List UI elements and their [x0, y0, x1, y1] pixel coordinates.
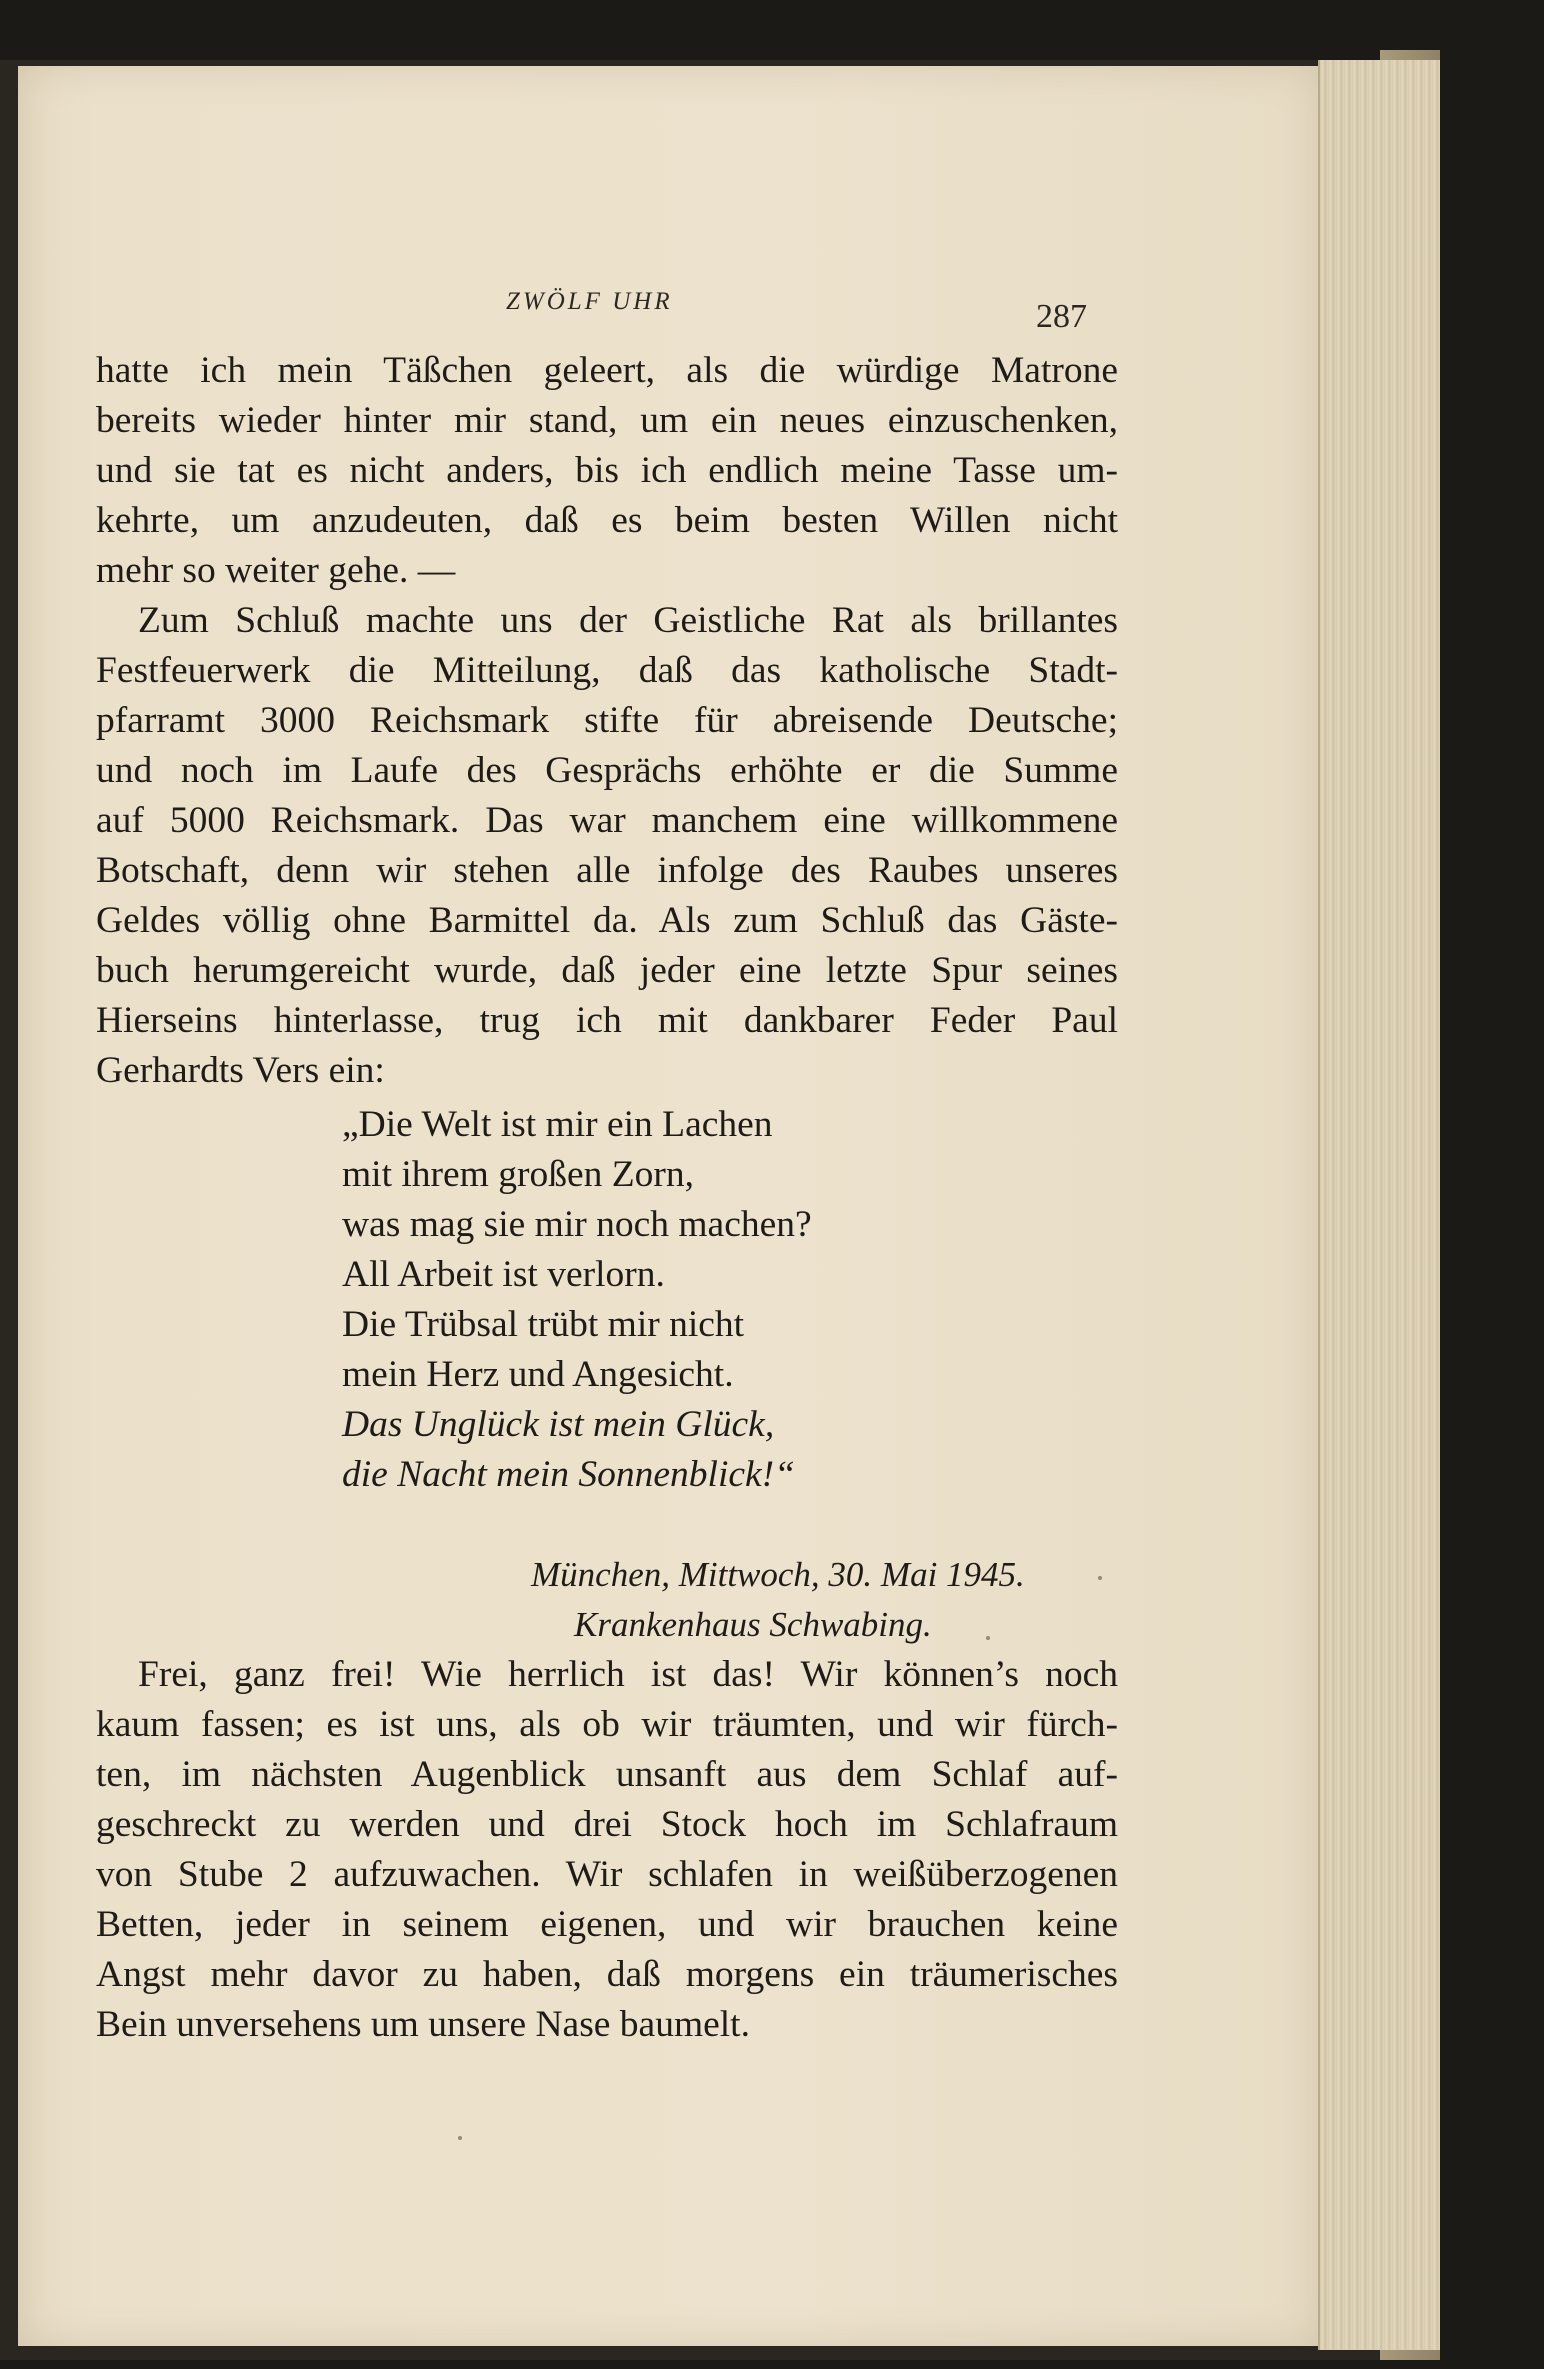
- paper-speck: [458, 2136, 462, 2140]
- text-line: kaum fassen; es ist uns, als ob wir träumten, und wir fürch-: [96, 1704, 1118, 1745]
- text-line: pfarramt 3000 Reichsmark stifte für abreisende Deutsche;: [96, 700, 1118, 741]
- text-line: Gerhardts Vers ein:: [96, 1050, 385, 1091]
- paper-speck: [1098, 1576, 1102, 1580]
- dateline-date: München, Mittwoch, 30. Mai 1945.: [531, 1555, 1025, 1594]
- text-line: und sie tat es nicht anders, bis ich endlich meine Tasse um-: [96, 450, 1118, 491]
- poem-block: [342, 1100, 1042, 1500]
- poem-line: Die Trübsal trübt mir nicht: [342, 1304, 745, 1345]
- text-line: auf 5000 Reichsmark. Das war manchem eine willkommene: [96, 800, 1118, 841]
- text-line: Festfeuerwerk die Mitteilung, daß das katholische Stadt-: [96, 650, 1118, 691]
- text-line: geschreckt zu werden und drei Stock hoch im Schlafraum: [96, 1804, 1118, 1845]
- poem-line: „Die Welt ist mir ein Lachen: [342, 1104, 773, 1145]
- text-line: Betten, jeder in seinem eigenen, und wir brauchen keine: [96, 1904, 1118, 1945]
- paragraph-1: [96, 346, 1118, 596]
- poem-line: mit ihrem großen Zorn,: [342, 1154, 695, 1195]
- dateline-place: Krankenhaus Schwabing.: [574, 1605, 932, 1644]
- page-edges: [1318, 60, 1440, 2350]
- text-line: bereits wieder hinter mir stand, um ein neues einzuschenken,: [96, 400, 1118, 441]
- poem-line: All Arbeit ist verlorn.: [342, 1254, 665, 1295]
- book-page: [18, 66, 1318, 2346]
- text-line: Bein unversehens um unsere Nase baumelt.: [96, 2004, 750, 2045]
- page-number: 287: [1036, 298, 1087, 335]
- paper-speck: [986, 1636, 990, 1640]
- poem-line-italic: Das Unglück ist mein Glück,: [342, 1404, 775, 1445]
- text-line: von Stube 2 aufzuwachen. Wir schlafen in weißüberzogenen: [96, 1854, 1118, 1895]
- poem-line-italic: die Nacht mein Sonnenblick!“: [342, 1454, 796, 1495]
- text-line: Botschaft, denn wir stehen alle infolge des Raubes unseres: [96, 850, 1118, 891]
- text-line: hatte ich mein Täßchen geleert, als die würdige Matrone: [96, 350, 1118, 391]
- poem-line: was mag sie mir noch machen?: [342, 1204, 812, 1245]
- paragraph-2: [96, 596, 1118, 1096]
- text-line: ten, im nächsten Augenblick unsanft aus dem Schlaf auf-: [96, 1754, 1118, 1795]
- text-line: Hierseins hinterlasse, trug ich mit dankbarer Feder Paul: [96, 1000, 1118, 1041]
- body-text-bottom: [96, 1650, 1118, 2050]
- text-line: Zum Schluß machte uns der Geistliche Rat als brillantes: [138, 600, 1118, 641]
- text-line: kehrte, um anzudeuten, daß es beim besten Willen nicht: [96, 500, 1118, 541]
- text-line: Frei, ganz frei! Wie herrlich ist das! Wir können’s noch: [138, 1654, 1118, 1695]
- poem-line: mein Herz und Angesicht.: [342, 1354, 734, 1395]
- text-line: mehr so weiter gehe. —: [96, 550, 456, 591]
- running-head: [18, 288, 1318, 335]
- body-text-top: [96, 346, 1118, 1096]
- text-line: und noch im Laufe des Gesprächs erhöhte er die Summe: [96, 750, 1118, 791]
- text-line: buch herumgereicht wurde, daß jeder eine letzte Spur seines: [96, 950, 1118, 991]
- text-line: Angst mehr davor zu haben, daß morgens ein träumerisches: [96, 1954, 1118, 1995]
- text-line: Geldes völlig ohne Barmittel da. Als zum Schluß das Gäste-: [96, 900, 1118, 941]
- running-title: ZWÖLF UHR: [506, 288, 673, 315]
